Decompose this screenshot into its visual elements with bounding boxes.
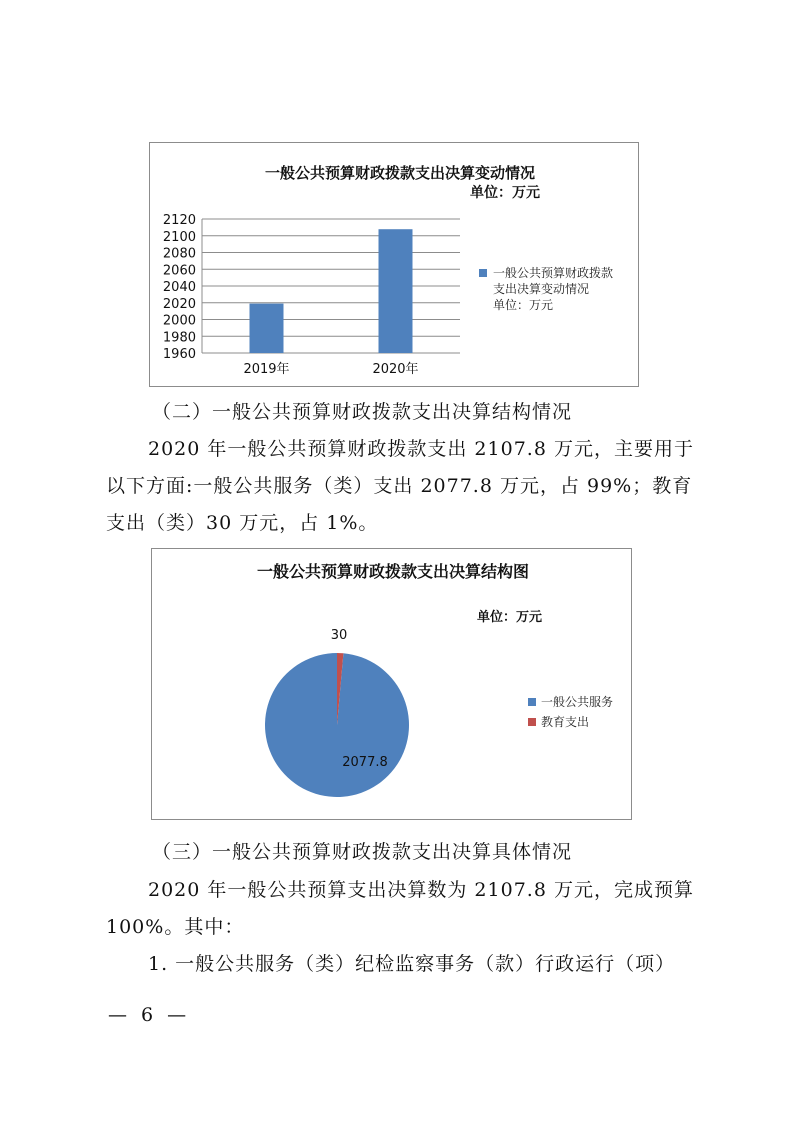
bar-chart: [149, 142, 639, 387]
heading-structure: （二）一般公共预算财政拨款支出决算结构情况: [152, 401, 573, 423]
page-number: — 6 —: [108, 1004, 191, 1026]
pie-data-label-2: 30: [330, 628, 348, 644]
pie-chart-title: 一般公共预算财政拨款支出决算结构图: [256, 562, 530, 581]
bar-ytick-label: 2060: [162, 263, 196, 279]
bar-ytick-label: 2080: [162, 246, 196, 262]
bar-chart-unit: 单位：万元: [470, 185, 540, 201]
bar-legend-line-2: 支出决算变动情况: [493, 282, 590, 296]
paragraph-structure-line-3: 支出（类）30 万元，占 1%。: [106, 512, 379, 534]
paragraph-item-1: 1. 一般公共服务（类）纪检监察事务（款）行政运行（项）: [148, 953, 676, 975]
pie-legend-swatch: [528, 698, 536, 706]
bar-ytick-label: 1960: [162, 347, 196, 362]
pie-legend-swatch: [528, 718, 536, 726]
pie-slice-1: [265, 653, 409, 797]
bar-chart-title: 一般公共预算财政拨款支出决算变动情况: [264, 164, 536, 182]
pie-chart-unit: 单位：万元: [476, 610, 542, 625]
bar-xtick-label: 2020年: [372, 362, 419, 377]
bar-ytick-label: 1980: [162, 330, 196, 346]
pie-chart-svg: [152, 549, 632, 820]
paragraph-detail-line-2: 100%。其中：: [106, 916, 245, 938]
bar-ytick-label: 2020: [162, 296, 196, 312]
pie-legend-label: 教育支出: [541, 715, 590, 729]
bar-ytick-label: 2000: [162, 313, 196, 329]
pie-legend-label: 一般公共服务: [541, 695, 614, 709]
bar-2: [379, 229, 413, 353]
bar-chart-svg: [150, 143, 639, 387]
bar-legend-line-1: 一般公共预算财政拨款: [493, 266, 614, 280]
heading-detail: （三）一般公共预算财政拨款支出决算具体情况: [152, 841, 573, 863]
paragraph-structure-line-1: 2020 年一般公共预算财政拨款支出 2107.8 万元，主要用于: [148, 438, 694, 460]
bar-1: [250, 304, 284, 353]
pie-chart: [151, 548, 632, 820]
bar-ytick-label: 2100: [162, 229, 196, 245]
paragraph-detail-line-1: 2020 年一般公共预算支出决算数为 2107.8 万元，完成预算: [148, 879, 694, 901]
pie-data-label-1: 2077.8: [342, 755, 388, 770]
bar-legend-swatch: [479, 269, 487, 277]
bar-ytick-label: 2040: [162, 280, 196, 295]
bar-xtick-label: 2019年: [243, 362, 290, 377]
bar-legend-line-3: 单位：万元: [493, 298, 554, 312]
paragraph-structure-line-2: 以下方面:一般公共服务（类）支出 2077.8 万元，占 99%；教育: [106, 475, 693, 497]
bar-ytick-label: 2120: [162, 213, 196, 228]
